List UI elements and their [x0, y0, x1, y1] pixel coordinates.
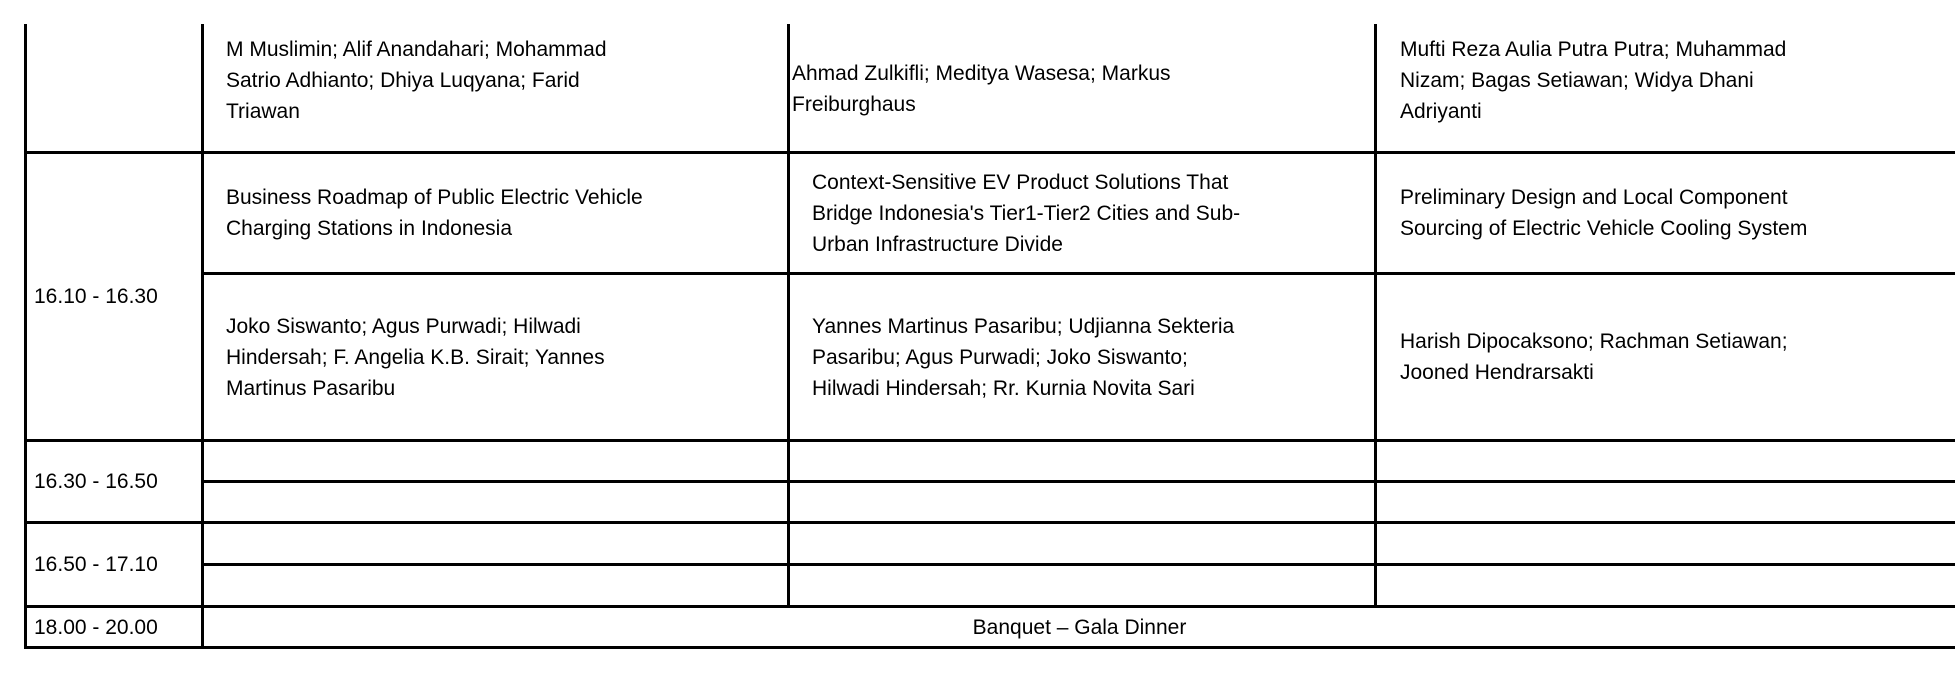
- event-label: Banquet – Gala Dinner: [972, 615, 1187, 639]
- authors-text: Mufti Reza Aulia Putra Putra; Muhammad Nizam; Bagas Setiawan; Widya Dhani Adriyanti: [1400, 38, 1787, 123]
- time-cell: [34, 524, 200, 605]
- authors-cell: [226, 34, 784, 127]
- authors-cell: [792, 27, 1372, 151]
- paper-title: Preliminary Design and Local Component Sourcing of Electric Vehicle Cooling System: [1400, 186, 1808, 240]
- time-cell: [34, 154, 200, 439]
- time-cell: [34, 442, 200, 521]
- paper-title: Context-Sensitive EV Product Solutions That Bridge Indonesia's Tier1-Tier2 Cities and Sub- Urban Infrastructure Divide: [812, 170, 1241, 256]
- time-label: 18.00 - 20.00: [34, 615, 158, 639]
- time-cell: [34, 608, 200, 646]
- time-label: 16.10 - 16.30: [34, 285, 158, 308]
- authors-text: Joko Siswanto; Agus Purwadi; Hilwadi Hindersah; F. Angelia K.B. Sirait; Yannes Martinus Pasaribu: [226, 314, 605, 400]
- authors-cell: [812, 275, 1372, 439]
- authors-text: Yannes Martinus Pasaribu; Udjianna Sekteria Pasaribu; Agus Purwadi; Joko Siswanto; Hilwadi Hindersah; Rr. Kurnia Novita Sari: [812, 314, 1235, 400]
- time-label: 16.50 - 17.10: [34, 553, 158, 576]
- authors-cell: [1400, 275, 1952, 439]
- grid-line: [201, 480, 1955, 483]
- grid-line: [24, 646, 1955, 649]
- authors-cell: [1400, 34, 1952, 127]
- authors-text: Ahmad Zulkifli; Meditya Wasesa; Markus Freiburghaus: [792, 62, 1171, 116]
- paper-title-cell: [812, 154, 1372, 272]
- authors-cell: [226, 275, 784, 439]
- grid-line: [24, 521, 1955, 524]
- grid-line: [24, 439, 1955, 442]
- paper-title-cell: [1400, 154, 1952, 272]
- event-cell: [204, 608, 1955, 646]
- authors-text: M Muslimin; Alif Anandahari; Mohammad Satrio Adhianto; Dhiya Luqyana; Farid Triawan: [226, 38, 607, 123]
- paper-title-cell: [226, 154, 784, 272]
- authors-text: Harish Dipocaksono; Rachman Setiawan; Jooned Hendrarsakti: [1400, 330, 1788, 384]
- grid-line: [201, 563, 1955, 566]
- time-label: 16.30 - 16.50: [34, 470, 158, 493]
- grid-line: [201, 24, 204, 649]
- grid-line: [24, 24, 27, 649]
- paper-title: Business Roadmap of Public Electric Vehicle Charging Stations in Indonesia: [226, 186, 643, 240]
